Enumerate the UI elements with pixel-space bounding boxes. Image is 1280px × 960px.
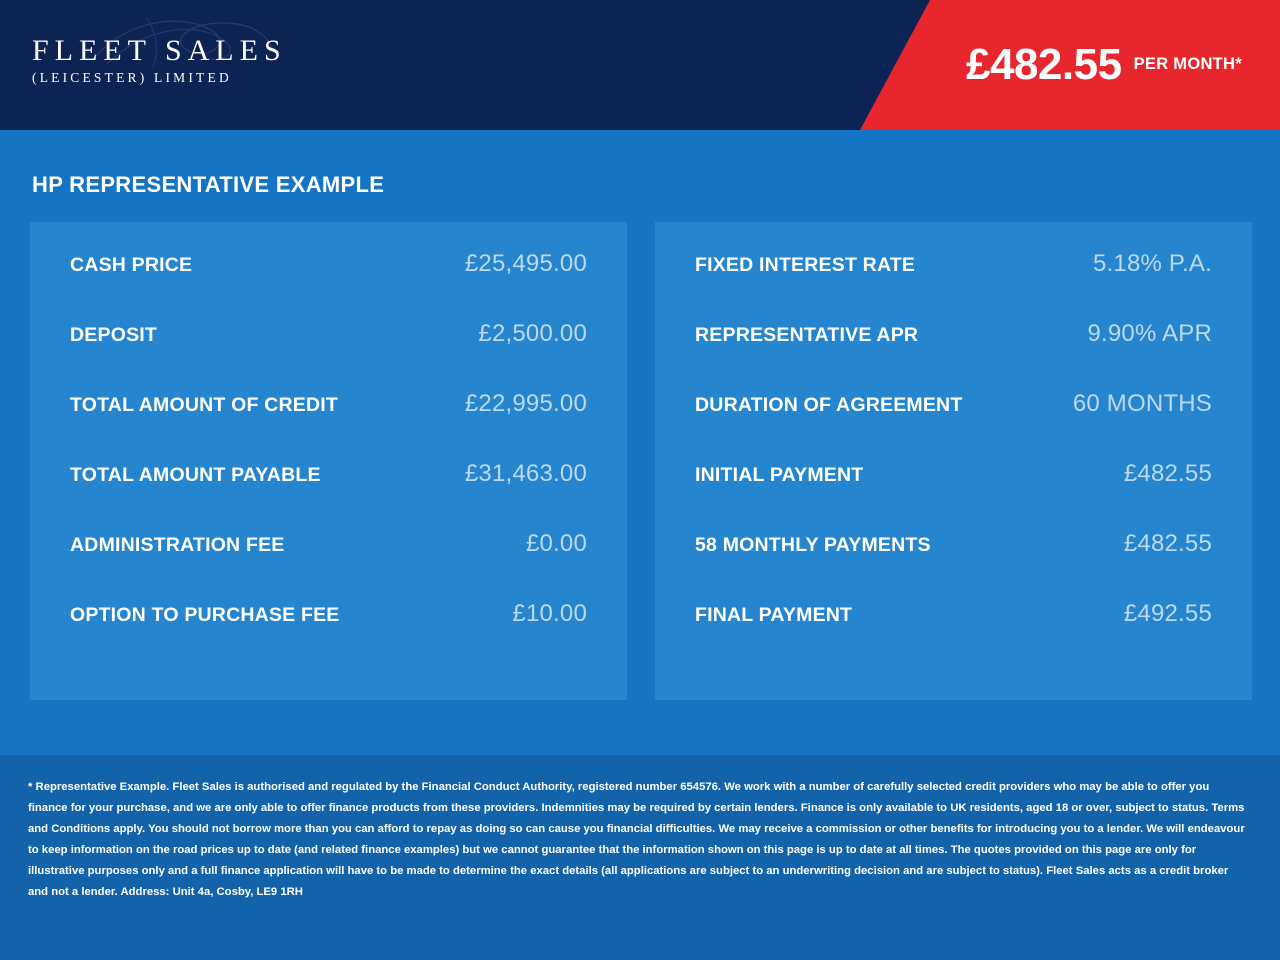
row-label: TOTAL AMOUNT PAYABLE [70,464,321,486]
row-value: £482.55 [1123,530,1212,557]
table-row [70,460,587,530]
row-label: OPTION TO PURCHASE FEE [70,604,340,626]
footer-disclaimer-area [0,755,1280,960]
disclaimer-text: * Representative Example. Fleet Sales is authorised and regulated by the Financial Conduct Authority, registered number 654576. We work with a number of carefully selected credit providers who may be able to offer you finance for your purchase, and we are only able to offer finance products from these providers. Indemnities may be required by certain lenders. Finance is only available to UK residents, aged 18 or over, subject to status. Terms and Conditions apply. You should not borrow more than you can afford to repay as doing so can cause you financial difficulties. We may receive a commission or other benefits for introducing you to a lender. We will endeavour to keep information on the road prices up to date (and related finance examples) but we cannot guarantee that the information shown on this page is up to date at all times. The quotes provided on this page are only for illustrative purposes only and a full finance application will have to be made to determine the exact details (all applications are subject to an underwriting decision and are subject to status). Fleet Sales acts as a credit broker and not a lender. Address: Unit 4a, Cosby, LE9 1RH [28,781,1245,898]
table-row [70,530,587,600]
row-label: FIXED INTEREST RATE [695,254,916,276]
row-value: 60 MONTHS [1072,390,1212,417]
row-value: £492.55 [1123,600,1212,627]
row-value: 5.18% P.A. [1093,250,1212,277]
page-header [0,0,1280,130]
logo-main-text: FLEET SALES [32,34,287,67]
table-row [695,600,1212,670]
row-value: £2,500.00 [478,320,587,347]
row-label: CASH PRICE [70,254,193,276]
row-label: DURATION OF AGREEMENT [695,394,963,416]
table-row [695,250,1212,320]
row-label: REPRESENTATIVE APR [695,324,919,346]
table-row [70,320,587,390]
table-row [695,530,1212,600]
table-row [70,600,587,670]
row-value: £25,495.00 [464,250,587,277]
right-finance-panel [655,222,1252,700]
price-period: PER MONTH* [1133,54,1242,73]
row-value: £0.00 [525,530,587,557]
row-label: DEPOSIT [70,324,157,346]
table-row [695,320,1212,390]
row-label: FINAL PAYMENT [695,604,853,626]
row-label: TOTAL AMOUNT OF CREDIT [70,394,338,416]
row-value: 9.90% APR [1087,320,1212,347]
logo-sub-text: (LEICESTER) LIMITED [32,70,232,85]
brand-logo [32,34,352,104]
row-value: £482.55 [1123,460,1212,487]
row-value: £31,463.00 [464,460,587,487]
price-amount: £482.55 [966,40,1122,89]
left-finance-panel [30,222,627,700]
table-row [70,250,587,320]
row-label: INITIAL PAYMENT [695,464,864,486]
row-value: £10.00 [512,600,587,627]
row-value: £22,995.00 [464,390,587,417]
monthly-price-block [860,0,1280,130]
finance-panels [0,198,1280,700]
table-row [695,460,1212,530]
table-row [695,390,1212,460]
row-label: 58 MONTHLY PAYMENTS [695,534,931,556]
table-row [70,390,587,460]
page-title: HP REPRESENTATIVE EXAMPLE [32,172,385,197]
row-label: ADMINISTRATION FEE [70,534,285,556]
